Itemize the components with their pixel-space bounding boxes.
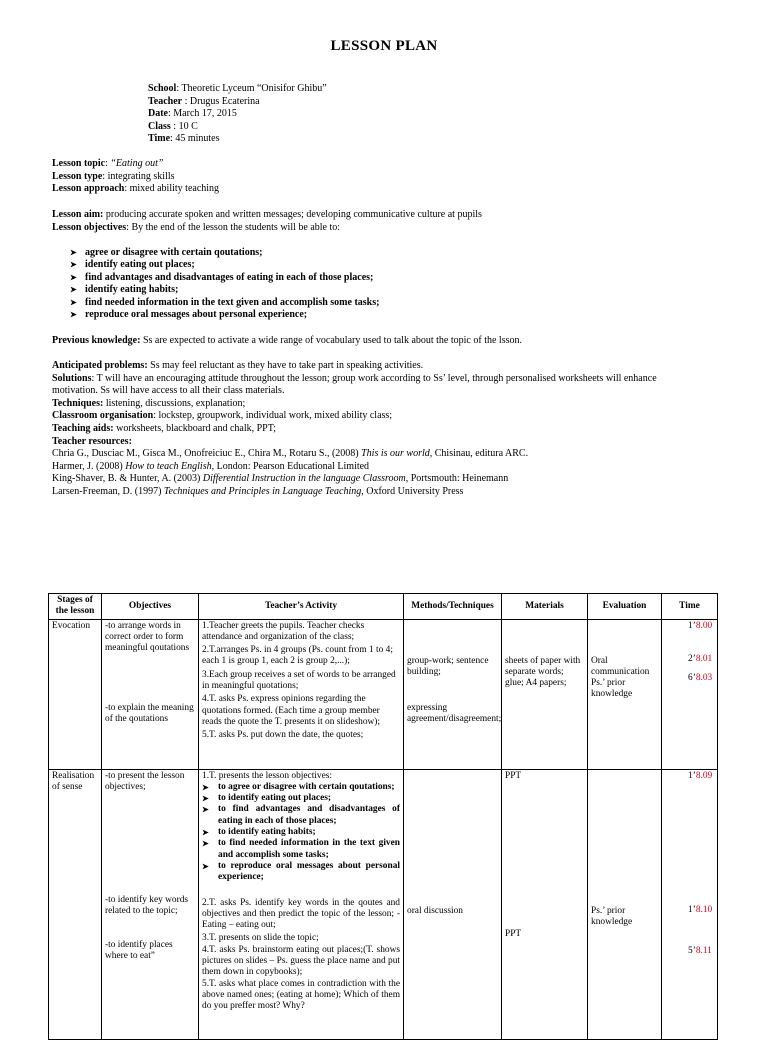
table-row <box>49 769 718 1039</box>
time-value: 45 minutes <box>175 133 220 145</box>
objective-bullet: ➤ to identify eating out places; <box>216 793 400 804</box>
problems-info <box>52 360 752 499</box>
school-line: School: Theoretic Lyceum “Onisifor Ghibu” <box>148 83 327 94</box>
objective-item: ➤ identify eating out places; <box>70 259 195 271</box>
arrow-bullet-icon: ➤ <box>70 285 77 295</box>
resources-list <box>52 448 752 498</box>
header-evaluation: Evaluation <box>588 594 662 620</box>
resource-item: Harmer, J. (2008) How to teach English, London: Pearson Educational Limited <box>52 460 370 472</box>
objectives-line: Lesson objectives: By the end of the lesson the students will be able to: <box>52 221 341 233</box>
objective-item: ➤ agree or disagree with certain qoutations; <box>70 247 263 258</box>
evaluation-cell: Ps.’ prior knowledge <box>588 769 662 1039</box>
lesson-stages-table <box>48 593 718 1040</box>
objective-bullet: ➤ to find needed information in the text given and accomplish some tasks; <box>216 838 400 861</box>
objectives-bullets <box>202 782 400 884</box>
resource-item: Larsen-Freeman, D. (1997) Techniques and Principles in Language Teaching, Oxford University Press <box>52 485 464 497</box>
date-value: March 17, 2015 <box>173 108 237 120</box>
stage-cell: Realisation of sense <box>49 769 102 1039</box>
objective-bullet: ➤ to identify eating habits; <box>216 827 400 838</box>
materials-cell: PPT PPT <box>502 769 588 1039</box>
arrow-bullet-icon: ➤ <box>70 248 77 257</box>
teacher-line: Teacher : Drugus Ecaterina <box>148 95 260 107</box>
topic-line: Lesson topic: “Eating out” <box>52 158 164 169</box>
page-title: LESSON PLAN <box>330 38 438 54</box>
header-info <box>148 83 768 146</box>
resource-item: King-Shaver, B. & Hunter, A. (2003) Differential Instruction in the language Classroom, Portsmouth: Heinemann <box>52 473 509 485</box>
header-methods: Methods/Techniques <box>404 594 502 620</box>
objectives-cell: -to arrange words in correct order to form meaningful qoutations -to explain the meaning of the qoutations <box>102 619 199 769</box>
header-objectives: Objectives <box>102 594 199 620</box>
resource-item: Chria G., Dusciac M., Gisca M., Onofreiciuc E., Chira M., Rotaru S., (2008) This is our world, Chisinau, editura ARC. <box>52 448 529 460</box>
class-line: Class : 10 C <box>148 120 198 132</box>
header-materials: Materials <box>502 594 588 620</box>
activity-cell: 1.Teacher greets the pupils. Teacher checks attendance and organization of the class; 2.T.arranges Ps. in 4 groups (Ps. count from 1 to 4; each 1 is group 1, each 2 is group 2,...); 3.Each group receives a set of words to be arranged in meaningful quotations; 4.T. asks Ps. express opinions regarding the quotations formed. (Each time a group member reads the quote the T. presents it on slideshow); 5.T. asks Ps. put down the date, the quotes; <box>199 619 404 769</box>
objectives-list <box>70 247 379 321</box>
arrow-bullet-icon: ➤ <box>70 272 77 282</box>
objective-item: ➤ identify eating habits; <box>70 284 179 296</box>
type-line: Lesson type: integrating skills <box>52 170 175 182</box>
topic-info <box>52 158 752 196</box>
aim-info <box>52 209 752 234</box>
teacher-value: Drugus Ecaterina <box>189 95 260 107</box>
objective-bullet: ➤ to reproduce oral messages about personal experience; <box>216 861 400 884</box>
stage-cell: Evocation <box>49 619 102 769</box>
solutions-line: Solutions: T will have an encouraging attitude throughout the lesson; group work according to Ss’ level, through personalised worksheets will enhance <box>52 372 657 384</box>
objective-bullet: ➤ to agree or disagree with certain qoutations; <box>216 782 400 793</box>
time-cell: 1’8.00 2’8.01 6’8.03 <box>662 619 718 769</box>
previous-knowledge: Previous knowledge: Ss are expected to activate a wide range of vocabulary used to talk about the topic of the lsson. <box>52 335 522 346</box>
objective-item: ➤ find needed information in the text given and accomplish some tasks; <box>70 296 380 308</box>
solutions-line-2: motivation. Ss will have access to all their class materials. <box>52 385 285 397</box>
arrow-bullet-icon: ➤ <box>70 297 77 307</box>
table-row <box>49 619 718 769</box>
date-line: Date: March 17, 2015 <box>148 108 237 120</box>
evaluation-cell: Oral communication Ps.’ prior knowledge <box>588 619 662 769</box>
class-value: 10 C <box>178 120 198 132</box>
aim-line: Lesson aim: producing accurate spoken and written messages; developing communicative culture at pupils <box>52 209 482 220</box>
approach-line: Lesson approach: mixed ability teaching <box>52 183 220 195</box>
resources-label: Teacher resources: <box>52 435 132 447</box>
methods-cell: group-work; sentence building; expressing agreement/disagreement; <box>404 619 502 769</box>
activity-cell: 1.T. presents the lesson objectives: ➤ to agree or disagree with certain qoutations; ➤ to identify eating out places; ➤ to find advantages and disadvantages of eating in each of those places; ➤ to identify eating habits; ➤ to find needed information in the text given and accomplish some tasks; ➤ to reproduce oral messages about personal experience; 2.T. asks Ps. identify key words in the qoutes and objectives and then predict the topic of the lesson; -Eating – eating out; 3.T. presents on slide the topic; 4.T. asks Ps. brainstorm eating out places;(T. shows pictures on slides – Ps. guess the place name and put them down in copybooks); 5.T. asks what place comes in contradiction with the above named ones; (eating at home); Which of them do you preffer most? Why? <box>199 769 404 1039</box>
header-stages: Stages of the lesson <box>49 594 102 620</box>
time-line: Time: 45 minutes <box>148 133 220 145</box>
topic-value: “Eating out” <box>110 158 164 169</box>
anticipated-line: Anticipated problems: Ss may feel reluctant as they have to take part in speaking activities. <box>52 360 424 371</box>
techniques-line: Techniques: listening, discussions, explanation; <box>52 397 246 409</box>
table-header-row <box>49 594 718 620</box>
header-activity: Teacher’s Activity <box>199 594 404 620</box>
objectives-cell: -to present the lesson objectives; -to identify key words related to the topic; -to identify places where to eat” <box>102 769 199 1039</box>
arrow-bullet-icon: ➤ <box>70 260 77 270</box>
materials-cell: sheets of paper with separate words; glue; A4 papers; <box>502 619 588 769</box>
header-time: Time <box>662 594 718 620</box>
arrow-bullet-icon: ➤ <box>70 310 77 320</box>
objective-item: ➤ reproduce oral messages about personal experience; <box>70 309 308 321</box>
objective-bullet: ➤ to find advantages and disadvantages of eating in each of those places; <box>216 804 400 827</box>
organisation-line: Classroom organisation: lockstep, groupwork, individual work, mixed ability class; <box>52 410 393 422</box>
school-value: Theoretic Lyceum “Onisifor Ghibu” <box>181 83 327 94</box>
methods-cell: oral discussion <box>404 769 502 1039</box>
aids-line: Teaching aids: worksheets, blackboard and chalk, PPT; <box>52 422 277 434</box>
objective-item: ➤ find advantages and disadvantages of eating in each of those places; <box>70 271 374 283</box>
time-cell: 1’8.09 1’8.10 5’8.11 <box>662 769 718 1039</box>
